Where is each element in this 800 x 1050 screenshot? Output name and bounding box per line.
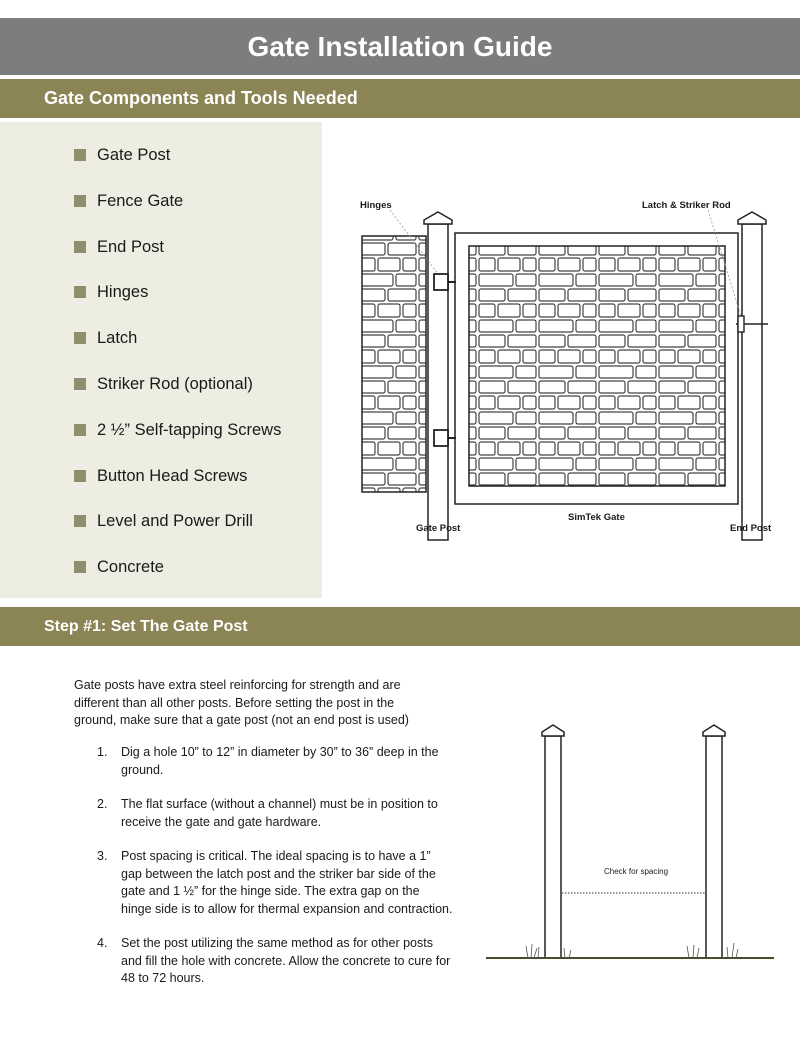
post-spacing-drawing (484, 718, 776, 968)
square-bullet-icon (74, 195, 86, 207)
latch-striker-label: Latch & Striker Rod (642, 200, 731, 211)
list-item: Fence Gate (74, 189, 281, 235)
end-post-label: End Post (730, 523, 772, 534)
post-spacing-figure (484, 718, 776, 968)
square-bullet-icon (74, 241, 86, 253)
list-item: End Post (74, 235, 281, 281)
step1-list (97, 744, 453, 1005)
square-bullet-icon (74, 470, 86, 482)
list-item: 4. Set the post utilizing the same method as for other posts and fill the hole with concrete. Allow the concrete to cure for 48 to 72 hours. (97, 936, 451, 985)
gate-post-label: Gate Post (416, 523, 461, 534)
list-item: Button Head Screws (74, 464, 281, 510)
list-item: 2. The flat surface (without a channel) must be in position to receive the gate and gate hardware. (97, 797, 438, 829)
hinges-label: Hinges (360, 200, 392, 211)
components-list (74, 143, 281, 601)
square-bullet-icon (74, 561, 86, 573)
square-bullet-icon (74, 424, 86, 436)
components-section-heading: Gate Components and Tools Needed (0, 79, 800, 118)
list-item: 2 ½” Self-tapping Screws (74, 418, 281, 464)
square-bullet-icon (74, 149, 86, 161)
square-bullet-icon (74, 286, 86, 298)
list-item: 3. Post spacing is critical. The ideal spacing is to have a 1” gap between the latch post and the striker bar side of the gate and 1 ½” for the hinge side. The extra gap on the hinge side is to allow for thermal expansion and contraction. (97, 849, 453, 916)
gate-diagram (358, 196, 778, 542)
square-bullet-icon (74, 515, 86, 527)
simtek-gate-label: SimTek Gate (568, 512, 625, 523)
list-item: Hinges (74, 280, 281, 326)
gate-diagram-drawing (358, 196, 778, 542)
list-item: Latch (74, 326, 281, 372)
square-bullet-icon (74, 332, 86, 344)
list-item: Striker Rod (optional) (74, 372, 281, 418)
square-bullet-icon (74, 378, 86, 390)
list-item: Concrete (74, 555, 281, 601)
spacing-check-label: Check for spacing (604, 867, 669, 876)
list-item: Level and Power Drill (74, 509, 281, 555)
page-title: Gate Installation Guide (0, 18, 800, 75)
list-item: Gate Post (74, 143, 281, 189)
step1-intro: Gate posts have extra steel reinforcing for strength and are different than all other posts. Before setting the post in the ground, make sure that a gate post (not an end post is used) (74, 678, 409, 727)
list-item: 1. Dig a hole 10” to 12” in diameter by 30” to 36” deep in the ground. (97, 745, 439, 777)
step1-heading: Step #1: Set The Gate Post (0, 607, 800, 646)
